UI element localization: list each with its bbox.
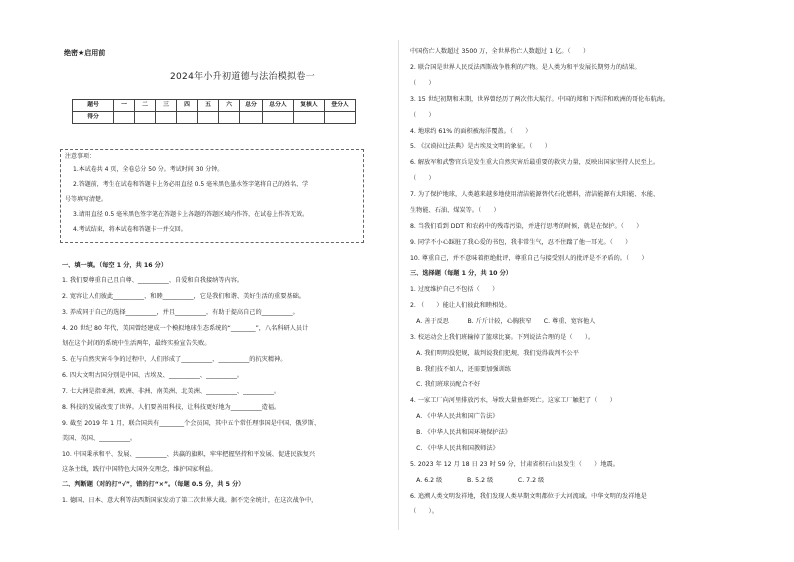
column-divider — [398, 40, 399, 530]
score-input-cell[interactable] — [114, 112, 135, 124]
question-line: 1. 德国、日本、意大利等法西斯国家发动了第二次世界大战。据不完全统计，在这次战争中， — [62, 497, 318, 504]
question-line: 划在这个封闭的系统中生活两年，最终实验宣告失败。 — [62, 340, 211, 347]
score-input-cell[interactable] — [177, 112, 198, 124]
score-cell: 登分人 — [325, 100, 356, 112]
choice-option: A. 我们明明没犯规，裁判说我们犯规，我们觉得裁判不公平 — [410, 350, 579, 357]
confidential-mark: 绝密★启用前 — [64, 49, 106, 57]
choice-options: A. 善于反思 B. 斤斤计较，心胸狭窄 C. 尊重、宽容他人 — [410, 318, 596, 325]
score-cell: 四 — [177, 100, 198, 112]
section-heading-choice: 三、选择题（每题 1 分，共 10 分） — [410, 270, 512, 277]
question-line: 4. 一家工厂向河里排放污水，导致大量鱼虾死亡。这家工厂触犯了（ ） — [410, 397, 616, 404]
question-line: 1. 过度维护自己不包括（ ） — [410, 286, 499, 293]
choice-options: A. 6.2 级 B. 5.2 级 C. 7.2 级 — [410, 477, 545, 484]
score-input-cell[interactable] — [198, 112, 219, 124]
question-line: 5. 《汉谟拉比法典》是古埃及文明的象征。（ ） — [410, 143, 551, 150]
question-line: 1. 我们要尊重自己且自尊、__________、自爱和自我接纳等内容。 — [62, 277, 244, 284]
section-heading-fill: 一、填一填。（每空 1 分，共 16 分） — [62, 262, 168, 269]
score-cell: 题号 — [73, 100, 114, 112]
question-line: 2. （ ）能让人们彼此和睦相处。 — [410, 302, 511, 309]
notice-item: 4.考试结束，将本试卷和答题卡一并交回。 — [73, 226, 187, 233]
choice-option: C. 我们班球员配合不好 — [410, 381, 481, 388]
score-cell: 总分 — [240, 100, 263, 112]
question-line: 2. 联合国是世界人民反法西斯战争胜利的产物。是人类为和平发展长期努力的结果。 — [410, 64, 641, 71]
notice-item: 2.答题前，考生在试卷和答题卡上务必用直径 0.5 毫米黑色墨水签字笔将自己的姓名、学 — [73, 181, 309, 188]
question-line: 4. 20 世纪 80 年代，美国曾经建成一个模拟地球生态系统的“________”，八名科研人员计 — [62, 325, 309, 332]
question-line: 生物能、石油、煤炭等。（ ） — [410, 207, 500, 214]
question-line: 9. 同学不小心踩脏了我心爱的书包，我非常生气，忍不住踹了他一耳光。（ ） — [410, 239, 632, 246]
section-heading-judge: 二、判断题（对的打“√”，错的打“×”。（每题 0.5 分，共 5 分） — [62, 481, 245, 488]
score-cell: 总分人 — [263, 100, 294, 112]
question-line: 8. 科技的发展改变了世界。人们要善用科技，让科技更好地为__________造福。 — [62, 404, 281, 411]
choice-option: A. 《中华人民共和国广告法》 — [410, 413, 499, 420]
question-line: 10. 尊重自己，并不意味着拒绝批评，尊重自己与接受别人的批评是不矛盾的。（ ） — [410, 255, 648, 262]
score-table-header-row — [73, 100, 356, 112]
choice-option: C. 《中华人民共和国教师法》 — [410, 445, 499, 452]
question-line: 6. 四大文明古国分别是中国、古埃及、__________、__________。 — [62, 372, 244, 379]
question-line: 8. 当我们看到 DDT 和农药中的残毒污染，并进行思考的时候，就是在保护。（ ） — [410, 223, 643, 230]
score-input-cell[interactable] — [156, 112, 177, 124]
score-input-cell[interactable] — [135, 112, 156, 124]
question-line: 5. 在与自然灾害斗争的过程中，人们形成了__________、__________的抗灾精神。 — [62, 356, 287, 363]
exam-title: 2024年小升初道德与法治模拟卷一 — [170, 72, 316, 82]
score-input-cell[interactable] — [263, 112, 294, 124]
question-line: 3. 养成同于自己的选择__________，并且__________，有助于提高自己的__________。 — [62, 309, 299, 316]
answer-bracket: （ ）。 — [410, 508, 438, 515]
score-cell: 五 — [198, 100, 219, 112]
question-line: 9. 截至 2019 年 1 月，联合国共有________个会员国，其中五个常任理事国是中国、俄罗斯、 — [62, 420, 321, 427]
score-cell: 六 — [219, 100, 240, 112]
score-table-score-row — [73, 112, 356, 124]
score-cell: 三 — [156, 100, 177, 112]
score-input-cell[interactable] — [219, 112, 240, 124]
question-line: 7. 为了保护地球，人类越来越多地使用清洁能源替代石化燃料，清洁能源有太阳能、水能、 — [410, 191, 660, 198]
question-line: 3. 校运动会上我们班输掉了篮球比赛。下列说法合理的是（ ）。 — [410, 334, 595, 341]
notice-title: 注意事项： — [65, 153, 96, 160]
question-line: 6. 解放军和武警官兵是发生重大自然灾害后最重要的救灾力量，反映出国家坚持人民至上。 — [410, 159, 660, 166]
question-line: 10. 中国秉承和平、发展、__________、共赢的旗帜，牢牢把握坚持和平发展、促进民族复兴 — [62, 451, 316, 458]
notice-item: 号等填写清楚。 — [65, 196, 108, 203]
answer-bracket: （ ） — [410, 112, 435, 119]
answer-bracket: （ ） — [410, 80, 435, 87]
score-input-cell[interactable] — [240, 112, 263, 124]
choice-option: B. 我们技不如人，还需要加强训练 — [410, 366, 511, 373]
question-line: 6. 追溯人类文明发祥地，我们发现人类早期文明都位于大河流域。中华文明的发祥地是 — [410, 493, 647, 500]
question-line: 4. 地球约 61% 的面积被海洋覆盖。（ ） — [410, 128, 532, 135]
question-line: 美国、英国、__________。 — [62, 435, 137, 442]
score-cell: 一 — [114, 100, 135, 112]
question-line: 中国伤亡人数超过 3500 万，全世界伤亡人数超过 1 亿。（ ） — [410, 48, 590, 55]
choice-option: B. 《中华人民共和国环境保护法》 — [410, 429, 511, 436]
question-line: 2. 宽容让人们彼此__________、和睦__________，它是我们和谐、美好生活的重要基础。 — [62, 293, 305, 300]
notice-item: 1.本试卷共 4 页，全卷总分 50 分。考试时间 30 分钟。 — [73, 166, 224, 173]
score-cell: 复核人 — [294, 100, 325, 112]
answer-bracket: （ ） — [410, 175, 435, 182]
notice-item: 3.请用直径 0.5 毫米黑色签字笔在答题卡上各题的答题区域内作答，在试卷上作答无效。 — [73, 211, 309, 218]
question-line: 3. 15 世纪初期和末期，世界曾经历了两次伟大航行。中国的郑和下西洋和欧洲的哥伦布航海。 — [410, 96, 670, 103]
score-cell: 二 — [135, 100, 156, 112]
notice-box — [60, 149, 364, 243]
question-line: 5. 2023 年 12 月 18 日 23 时 59 分，甘肃省积石山县发生（ ）地震。 — [410, 461, 619, 468]
question-line: 7. 七大洲是指亚洲、欧洲、非洲、南美洲、北美洲、__________、__________。 — [62, 388, 281, 395]
score-input-cell[interactable] — [294, 112, 325, 124]
score-table — [72, 99, 356, 124]
score-row-label: 得分 — [73, 112, 114, 124]
question-line: 这条主线，践行中国特色大国外交理念，维护国家利益。 — [62, 466, 217, 473]
score-input-cell[interactable] — [325, 112, 356, 124]
